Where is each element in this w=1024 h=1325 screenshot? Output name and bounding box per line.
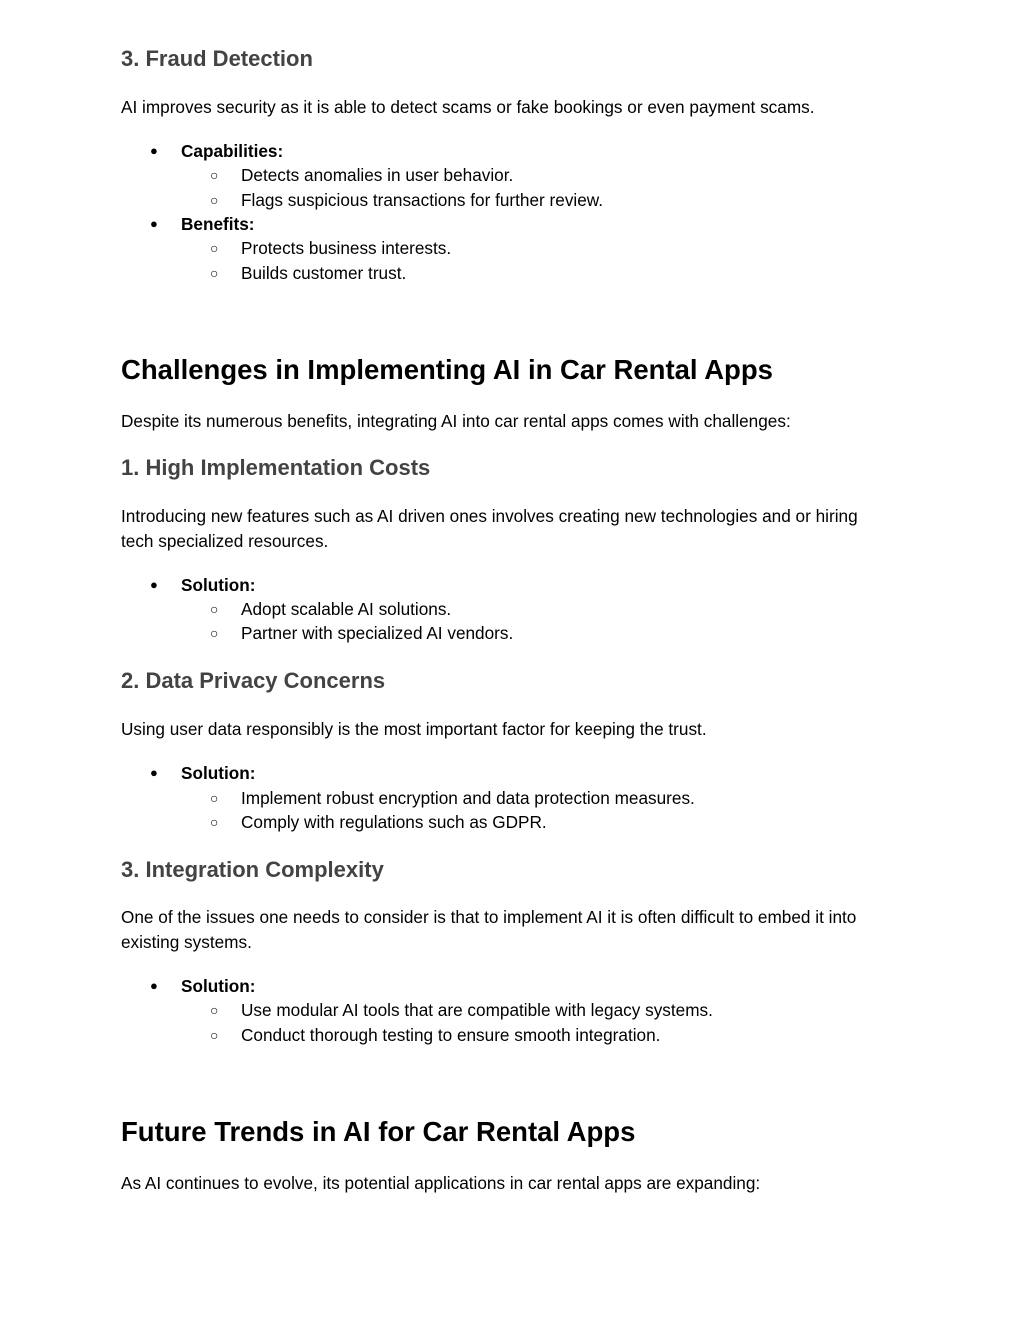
bullet-marker: ● — [150, 143, 158, 158]
future-trends-intro: As AI continues to evolve, its potential applications in car rental apps are expanding: — [121, 1173, 761, 1193]
sub-bullet-marker: ○ — [210, 192, 219, 208]
list-item — [210, 188, 603, 212]
sub-bullet-marker: ○ — [210, 814, 219, 830]
challenges-heading: Challenges in Implementing AI in Car Rental Apps — [121, 354, 773, 385]
list-item — [210, 621, 513, 645]
list-item — [210, 597, 451, 621]
sub-bullet-marker: ○ — [210, 601, 219, 617]
bullet-marker: ● — [150, 978, 158, 993]
list-item-text: Implement robust encryption and data protection measures. — [241, 788, 695, 808]
sub-bullet-marker: ○ — [210, 1027, 219, 1043]
privacy-heading: 2. Data Privacy Concerns — [121, 668, 386, 693]
list-item-text: Adopt scalable AI solutions. — [241, 599, 452, 619]
future-trends-heading: Future Trends in AI for Car Rental Apps — [121, 1116, 636, 1147]
bullet-marker: ● — [150, 765, 158, 780]
list-item — [210, 810, 547, 834]
list-item-text: Use modular AI tools that are compatible with legacy systems. — [241, 1000, 713, 1020]
list-item-text: Protects business interests. — [241, 238, 452, 258]
list-item — [210, 998, 713, 1022]
privacy-solution-bullet — [150, 761, 255, 785]
costs-body: Introducing new features such as AI driven ones involves creating new technologies and or hiring tech specialized resources. — [121, 506, 858, 551]
list-item-text: Partner with specialized AI vendors. — [241, 623, 514, 643]
solution-label: Solution: — [181, 976, 256, 996]
sub-bullet-marker: ○ — [210, 167, 219, 183]
fraud-detection-intro: AI improves security as it is able to detect scams or fake bookings or even payment scams. — [121, 97, 815, 117]
challenges-intro: Despite its numerous benefits, integrating AI into car rental apps comes with challenges: — [121, 411, 791, 431]
list-item — [210, 786, 695, 810]
integration-solution-bullet — [150, 974, 255, 998]
capabilities-label: Capabilities: — [181, 141, 284, 161]
fraud-detection-heading: 3. Fraud Detection — [121, 46, 313, 71]
solution-label: Solution: — [181, 575, 256, 595]
benefits-bullet — [150, 212, 255, 236]
list-item — [210, 163, 513, 187]
costs-heading: 1. High Implementation Costs — [121, 455, 431, 480]
integration-body: One of the issues one needs to consider is that to implement AI it is often difficult to embed it into existing systems. — [121, 907, 857, 952]
sub-bullet-marker: ○ — [210, 1002, 219, 1018]
list-item-text: Detects anomalies in user behavior. — [241, 165, 514, 185]
list-item-text: Conduct thorough testing to ensure smooth integration. — [241, 1025, 661, 1045]
list-item — [210, 236, 451, 260]
benefits-label: Benefits: — [181, 214, 255, 234]
list-item-text: Flags suspicious transactions for further review. — [241, 190, 604, 210]
sub-bullet-marker: ○ — [210, 625, 219, 641]
list-item-text: Comply with regulations such as GDPR. — [241, 812, 547, 832]
capabilities-bullet — [150, 139, 283, 163]
list-item — [210, 261, 406, 285]
costs-solution-bullet — [150, 573, 255, 597]
list-item — [210, 1023, 660, 1047]
integration-heading: 3. Integration Complexity — [121, 857, 384, 882]
privacy-body: Using user data responsibly is the most important factor for keeping the trust. — [121, 719, 707, 739]
sub-bullet-marker: ○ — [210, 240, 219, 256]
bullet-marker: ● — [150, 216, 158, 231]
bullet-marker: ● — [150, 577, 158, 592]
sub-bullet-marker: ○ — [210, 790, 219, 806]
solution-label: Solution: — [181, 763, 256, 783]
sub-bullet-marker: ○ — [210, 265, 219, 281]
list-item-text: Builds customer trust. — [241, 263, 407, 283]
